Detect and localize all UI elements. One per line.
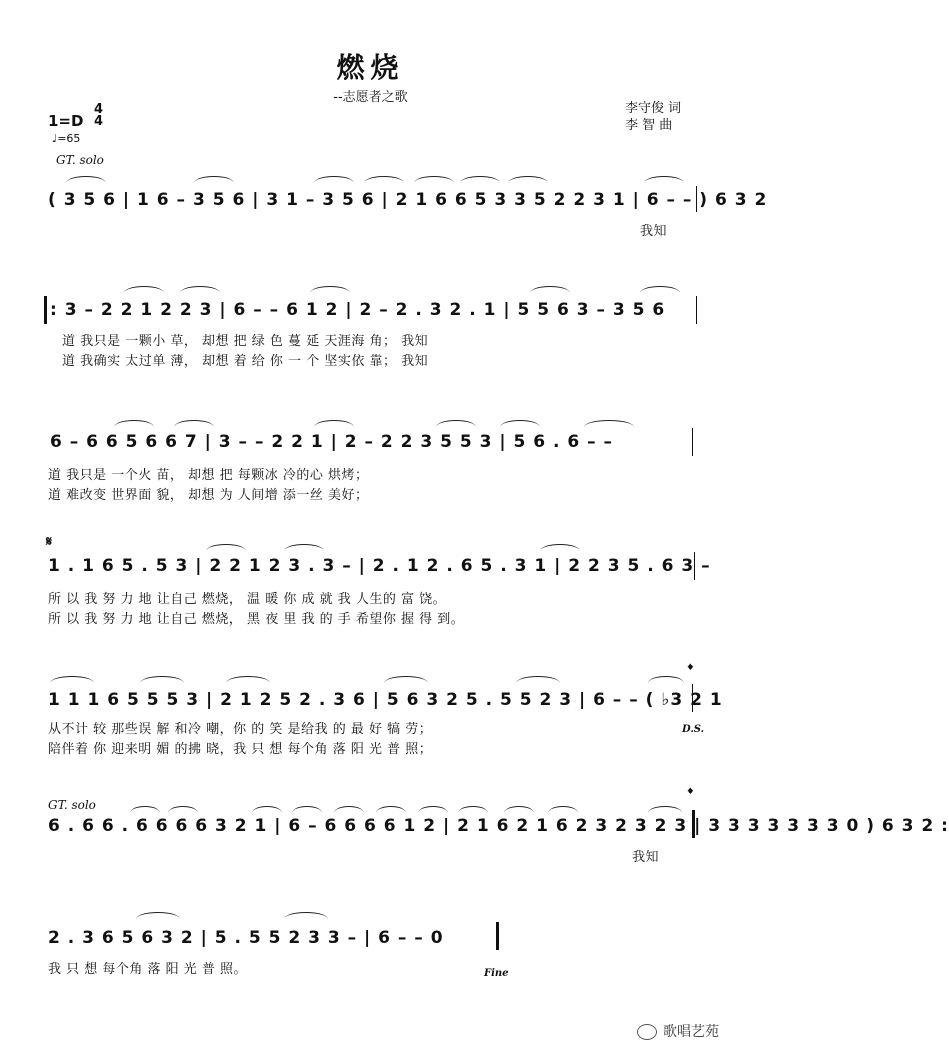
watermark (637, 1021, 719, 1041)
meter-top: 4 (94, 102, 104, 117)
triplet-slur (194, 176, 234, 183)
dal-segno-mark: D.S. (682, 724, 705, 735)
triplet-slur (414, 176, 454, 183)
triplet-slur (384, 676, 428, 683)
triplet-slur (376, 806, 406, 813)
triplet-slur (180, 286, 220, 293)
lyric-line-1: 我知 (640, 224, 668, 239)
barline (694, 552, 695, 580)
triplet-slur (252, 806, 282, 813)
triplet-slur (460, 176, 500, 183)
final-barline (496, 922, 499, 950)
lyric-line-1: 道 我只是 一颗小 草， 却想 把 绿 色 蔓 延 天涯海 角； 我知 (62, 334, 429, 349)
triplet-slur (500, 420, 540, 427)
lyric-line-1: 我知 (632, 850, 660, 865)
triplet-slur (226, 676, 270, 683)
notation-line: 2 . 3 6 5 6 3 2 | 5 . 5 5 2 3 3 – | 6 – – 0 (48, 928, 444, 948)
tempo-marking: ♩=65 (52, 132, 81, 145)
lyric-line-1: 所 以 我 努 力 地 让自己 燃烧， 温 暖 你 成 就 我 人生的 富 饶。 (48, 592, 447, 607)
triplet-slur (508, 176, 548, 183)
page-subtitle: --志愿者之歌 (333, 90, 408, 105)
coda-sign: 𝄌 (688, 786, 693, 802)
tie-slur (284, 544, 324, 551)
segno-sign: 𝄋 (46, 534, 53, 550)
triplet-slur (50, 676, 94, 683)
lyric-line-1: 我 只 想 每个角 落 阳 光 普 照。 (48, 962, 248, 977)
triplet-slur (648, 676, 684, 683)
barline (692, 428, 693, 456)
lyric-line-2: 陪伴着 你 迎来明 媚 的拂 晓，我 只 想 每个角 落 阳 光 普 照； (48, 742, 433, 757)
triplet-slur (130, 806, 160, 813)
coda-sign: 𝄌 (688, 662, 693, 678)
triplet-slur (640, 286, 680, 293)
triplet-slur (284, 912, 328, 919)
triplet-slur (504, 806, 534, 813)
barline (696, 296, 697, 324)
solo-marking: GT. solo (48, 798, 96, 812)
triplet-slur (292, 806, 322, 813)
lyric-line-2: 道 难改变 世界面 貌， 却想 为 人间增 添一丝 美好； (48, 488, 369, 503)
barline (696, 186, 697, 212)
page-title: 燃烧 (336, 51, 405, 84)
lyric-line-1: 从不计 较 那些误 解 和冷 嘲，你 的 笑 是给我 的 最 好 犒 劳； (48, 722, 433, 737)
repeat-barline (44, 296, 47, 324)
triplet-slur (314, 176, 354, 183)
notation-line: 1 . 1 6 5 . 5 3 | 2 2 1 2 3 . 3 – | 2 . 1 2 . 6 5 . 3 1 | 2 2 3 5 . 6 3 – (48, 556, 711, 576)
triplet-slur (168, 806, 198, 813)
triplet-slur (418, 806, 448, 813)
wechat-icon (637, 1024, 657, 1040)
triplet-slur (516, 676, 560, 683)
triplet-slur (310, 286, 350, 293)
triplet-slur (540, 544, 580, 551)
triplet-slur (644, 176, 684, 183)
triplet-slur (66, 176, 106, 183)
triplet-slur (458, 806, 488, 813)
solo-marking: GT. solo (56, 153, 104, 167)
triplet-slur (140, 676, 184, 683)
tie-slur (584, 420, 634, 427)
triplet-slur (124, 286, 164, 293)
key-signature: 1=D (48, 112, 84, 130)
credits (625, 100, 681, 134)
triplet-slur (136, 912, 180, 919)
triplet-slur (530, 286, 570, 293)
meter-bottom: 4 (94, 114, 104, 129)
lyricist: 李守俊 词 (625, 101, 682, 116)
notation-line: 6 – 6 6 5 6 6 7 | 3 – – 2 2 1 | 2 – 2 2 3 5 5 3 | 5 6 . 6 – – (50, 432, 614, 452)
repeat-barline (692, 810, 695, 838)
triplet-slur (436, 420, 476, 427)
lyric-line-1: 道 我只是 一个火 苗， 却想 把 每颗冰 冷的心 烘烤； (48, 468, 369, 483)
triplet-slur (364, 176, 404, 183)
triplet-slur (648, 806, 682, 813)
watermark-text: 歌唱艺苑 (663, 1024, 719, 1040)
triplet-slur (314, 420, 354, 427)
triplet-slur (548, 806, 578, 813)
triplet-slur (334, 806, 364, 813)
notation-line: 1 1 1 6 5 5 5 3 | 2 1 2 5 2 . 3 6 | 5 6 3 2 5 . 5 5 2 3 | 6 – – ( ♭3 2 1 (48, 690, 723, 710)
time-signature (94, 104, 103, 128)
composer: 李 智 曲 (625, 118, 673, 133)
triplet-slur (174, 420, 214, 427)
notation-line: : 3 – 2 2 1 2 2 3 | 6 – – 6 1 2 | 2 – 2 . 3 2 . 1 | 5 5 6 3 – 3 5 6 (50, 300, 666, 320)
lyric-line-2: 所 以 我 努 力 地 让自己 燃烧， 黑 夜 里 我 的 手 希望你 握 得 到。 (48, 612, 465, 627)
triplet-slur (206, 544, 246, 551)
notation-line: 6 . 6 6 . 6 6 6 6 3 2 1 | 6 – 6 6 6 6 1 2 | 2 1 6 2 1 6 2 3 2 3 2 3 | 3 3 3 3 3 3 3 0 ) 6 3 2 : (48, 816, 949, 836)
lyric-line-2: 道 我确实 太过单 薄， 却想 着 给 你 一 个 坚实依 靠； 我知 (62, 354, 429, 369)
barline (692, 684, 693, 712)
notation-line: ( 3 5 6 | 1 6 – 3 5 6 | 3 1 – 3 5 6 | 2 1 6 6 5 3 3 5 2 2 3 1 | 6 – – ) 6 3 2 (48, 190, 768, 210)
triplet-slur (114, 420, 154, 427)
fine-mark: Fine (484, 968, 509, 979)
